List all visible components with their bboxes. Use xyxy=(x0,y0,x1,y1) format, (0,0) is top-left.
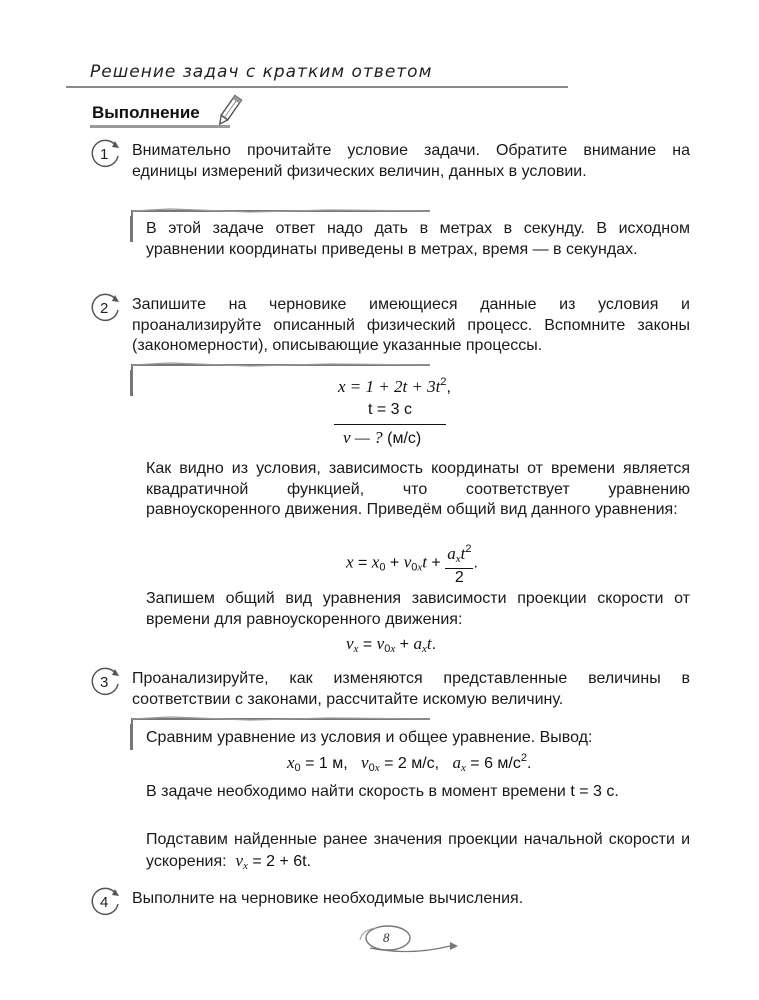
step-2-comment-1: Как видно из условия, зависимость координаты от времени является квадратичной функцией, что соответствует уравнению равноускоренного движения. Приведём общий вид данного уравнения: xyxy=(146,460,690,518)
v0x-value: = 2 м/с, xyxy=(384,755,440,772)
header-rule xyxy=(66,86,568,88)
ax-value: = 6 м/с xyxy=(470,755,521,772)
given-equation xyxy=(338,376,451,397)
given-unknown xyxy=(343,428,421,448)
step-3-comment-2 xyxy=(146,782,690,803)
unknown-unit: (м/с) xyxy=(387,430,422,447)
comment-bar xyxy=(130,724,133,750)
velocity-projection-equation: $v_x = v_{0x} + a_xt$. xyxy=(346,634,437,655)
step-3-instruction: Проанализируйте, как изменяются представленные величины в соответствии с законами, рассчитайте искомую величину. xyxy=(132,670,690,708)
comment-bar xyxy=(130,216,133,242)
section-title-underline xyxy=(90,125,230,128)
comment-bar xyxy=(130,370,133,396)
general-motion-equation: $x = x_0 + v_{0x}t$ + $\frac{a_xt^2}{2}$ . xyxy=(346,540,478,587)
step-3-comment-1: Сравним уравнение из условия и общее уравнение. Вывод: xyxy=(146,729,593,746)
given-equation-power: 2 xyxy=(440,376,447,388)
x0-value: = 1 м, xyxy=(305,755,348,772)
given-equation-text: x = 1 + 2t + 3t xyxy=(338,377,441,396)
running-title: Решение задач с кратким ответом xyxy=(90,62,433,82)
svg-text:3: 3 xyxy=(100,674,109,691)
section-title: Выполнение xyxy=(92,103,200,122)
step-3-comment-3-text: Подставим найденные ранее значения проекции начальной скорости и ускорения: xyxy=(146,831,690,870)
step-3-comment-3: Подставим найденные ранее значения проекции начальной скорости и ускорения: $v_x = 2 + 6t$. xyxy=(146,831,690,872)
comment-bracket xyxy=(130,362,690,376)
step-2-comment-2: Запишем общий вид уравнения зависимости проекции скорости от времени для равноускоренного движения: xyxy=(146,590,690,628)
step-1-badge xyxy=(88,136,122,170)
given-equation-tail: , xyxy=(446,379,451,396)
step-3-moment: t = 3 с. xyxy=(570,783,619,800)
derived-values: $x_0 = 1$ м, $v_{0x} = 2$ м/с, $a_x = 6$ $м/с^2$. xyxy=(287,752,532,774)
step-3-badge xyxy=(88,664,122,698)
step-1-instruction: Внимательно прочитайте условие задачи. Обратите внимание на единицы измерений физических величин, данных в условии. xyxy=(132,142,690,180)
svg-text:4: 4 xyxy=(100,894,109,911)
step-4-instruction: Выполните на черновике необходимые вычисления. xyxy=(132,890,524,907)
step-3-comment-2-text: В задаче необходимо найти скорость в момент времени xyxy=(146,783,566,800)
vx-formula: = 2 + 6t. xyxy=(252,852,312,870)
step-1-comment: В этой задаче ответ надо дать в метрах в секунду. В исходном уравнении координаты приведены в метрах, время — в секундах. xyxy=(146,220,690,258)
step-4-badge xyxy=(88,884,122,918)
step-2-instruction: Запишите на черновике имеющиеся данные из условия и проанализируйте описанный физический процесс. Вспомните законы (закономерности), описывающие указанные процессы. xyxy=(132,296,690,354)
svg-text:2: 2 xyxy=(100,300,109,317)
given-time-text: t = 3 с xyxy=(368,401,413,418)
ax-power: 2 xyxy=(520,752,527,764)
unknown-quantity: v — ? xyxy=(343,428,383,447)
given-divider xyxy=(334,424,446,425)
ax-tail: . xyxy=(526,755,532,772)
page-number: 8 xyxy=(383,930,390,945)
svg-text:1: 1 xyxy=(100,146,109,163)
pencil-icon xyxy=(214,93,244,129)
given-time xyxy=(368,401,412,419)
step-2-badge xyxy=(88,290,122,324)
